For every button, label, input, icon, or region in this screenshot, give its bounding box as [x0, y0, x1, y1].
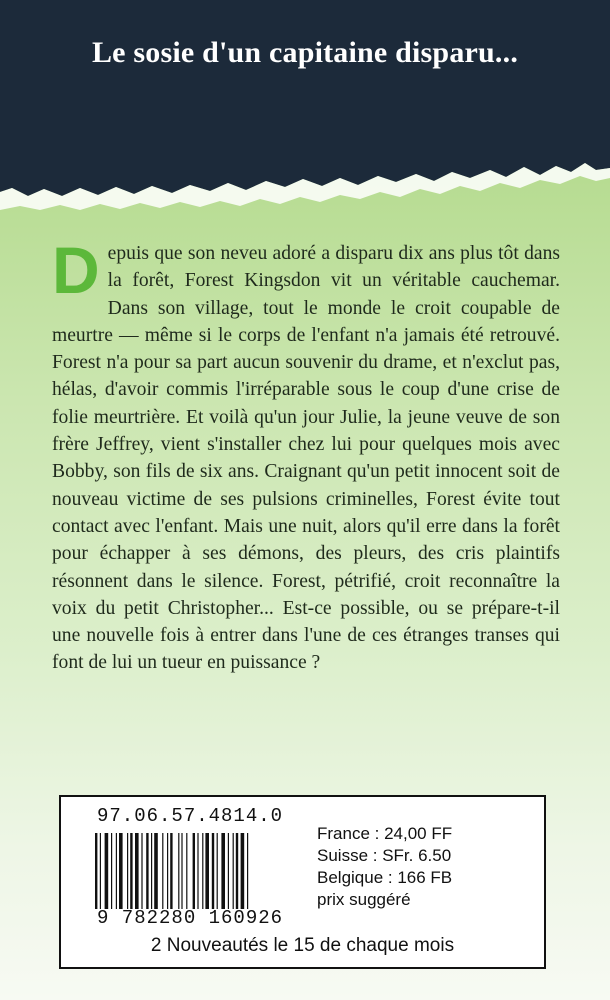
price-suggested-note: prix suggéré — [317, 890, 411, 909]
barcode — [93, 833, 298, 909]
drop-cap: D — [52, 233, 100, 307]
price-box — [59, 795, 546, 969]
blurb-text — [52, 233, 560, 677]
blurb-paragraph: epuis que son neveu adoré a disparu dix ans plus tôt dans la forêt, Forest Kingsdon vit un véritable cauchemar. Dans son village, tout le monde le croit coupable de meurtre — même si le corps de l'enfant n'a jamais été retrouvé. Forest n'a pour sa part aucun souvenir du drame, et n'exclut pas, hélas, d'avoir commis l'irréparable sous le coup d'une crise de folie meurtrière. Et voilà qu'un jour Julie, la jeune veuve de son frère Jeffrey, vient s'installer chez lui pour quelques mois avec Bobby, son fils de six ans. Craignant qu'un petit innocent soit de nouveau victime de ses pulsions criminelles, Forest évite tout contact avec l'enfant. Mais une nuit, alors qu'il erre dans la forêt pour échapper à ses démons, des pleurs, des cris plaintifs résonnent dans le silence. Forest, pétrifié, croit reconnaître la voix du petit Christopher... Est-ce possible, ou se prépare-t-il une nouvelle fois à entrer dans l'une de ces étranges transes qui font de lui un tueur en puissance ? — [52, 243, 560, 674]
price-list — [317, 823, 452, 911]
product-code: 97.06.57.4814.0 — [97, 805, 284, 827]
price-switzerland: Suisse : SFr. 6.50 — [317, 846, 452, 865]
dark-torn-header-band — [0, 0, 610, 210]
price-belgium: Belgique : 166 FB — [317, 868, 453, 887]
price-france: France : 24,00 FF — [317, 824, 453, 843]
tagline: Le sosie d'un capitaine disparu... — [91, 36, 519, 69]
barcode-number: 9 782280 160926 — [97, 907, 284, 929]
release-note: 2 Nouveautés le 15 de chaque mois — [150, 935, 455, 956]
